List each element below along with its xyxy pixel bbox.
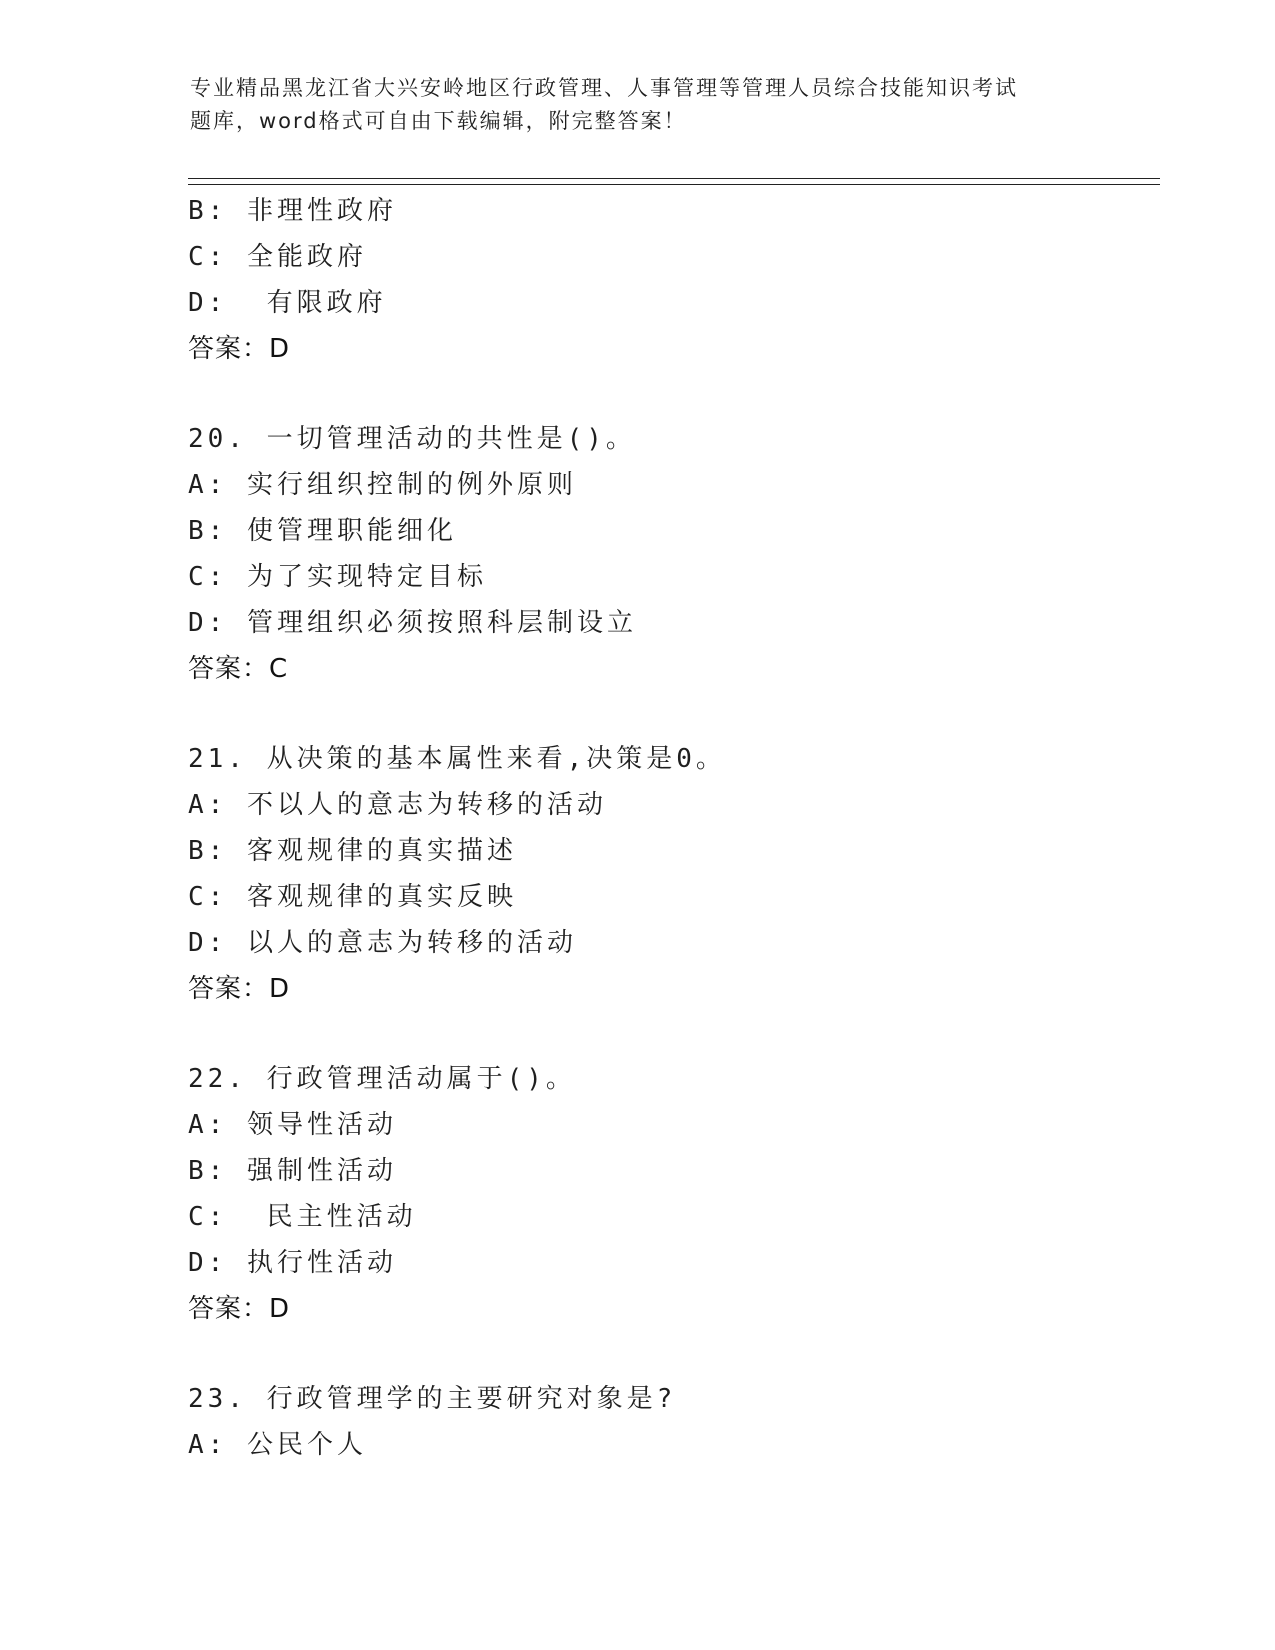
question-stem: 23. 行政管理学的主要研究对象是? bbox=[188, 1384, 677, 1414]
answer-text: 答案：D bbox=[188, 334, 291, 364]
option-c: C: 客观规律的真实反映 bbox=[188, 882, 517, 912]
document-header bbox=[190, 72, 1090, 138]
option-a: A: 不以人的意志为转移的活动 bbox=[188, 790, 607, 820]
spacer bbox=[188, 1332, 1148, 1376]
question-list bbox=[188, 188, 1148, 1468]
option-b: B: 非理性政府 bbox=[188, 196, 397, 226]
question-23 bbox=[188, 1376, 1148, 1468]
question-stem: 22. 行政管理活动属于()。 bbox=[188, 1064, 576, 1094]
option-b: B: 强制性活动 bbox=[188, 1156, 397, 1186]
spacer bbox=[188, 692, 1148, 736]
option-b: B: 客观规律的真实描述 bbox=[188, 836, 517, 866]
question-stem: 20. 一切管理活动的共性是()。 bbox=[188, 424, 636, 454]
spacer bbox=[188, 372, 1148, 416]
option-a: A: 公民个人 bbox=[188, 1430, 367, 1460]
option-a: A: 实行组织控制的例外原则 bbox=[188, 470, 577, 500]
question-19-continued bbox=[188, 188, 1148, 372]
option-d: D: 执行性活动 bbox=[188, 1248, 397, 1278]
header-line-2: 题库，word格式可自由下载编辑，附完整答案！ bbox=[190, 109, 687, 133]
header-line-1: 专业精品黑龙江省大兴安岭地区行政管理、人事管理等管理人员综合技能知识考试 bbox=[190, 76, 1018, 100]
answer-text: 答案：D bbox=[188, 1294, 291, 1324]
option-c: C: 民主性活动 bbox=[188, 1202, 417, 1232]
option-a: A: 领导性活动 bbox=[188, 1110, 397, 1140]
option-d: D: 有限政府 bbox=[188, 288, 387, 318]
option-c: C: 全能政府 bbox=[188, 242, 367, 272]
option-b: B: 使管理职能细化 bbox=[188, 516, 457, 546]
answer-text: 答案：D bbox=[188, 974, 291, 1004]
option-d: D: 管理组织必须按照科层制设立 bbox=[188, 608, 637, 638]
answer-text: 答案：C bbox=[188, 654, 289, 684]
option-d: D: 以人的意志为转移的活动 bbox=[188, 928, 577, 958]
spacer bbox=[188, 1012, 1148, 1056]
question-20 bbox=[188, 416, 1148, 692]
question-22 bbox=[188, 1056, 1148, 1332]
header-divider bbox=[188, 178, 1160, 185]
question-stem: 21. 从决策的基本属性来看,决策是0。 bbox=[188, 744, 726, 774]
option-c: C: 为了实现特定目标 bbox=[188, 562, 487, 592]
question-21 bbox=[188, 736, 1148, 1012]
